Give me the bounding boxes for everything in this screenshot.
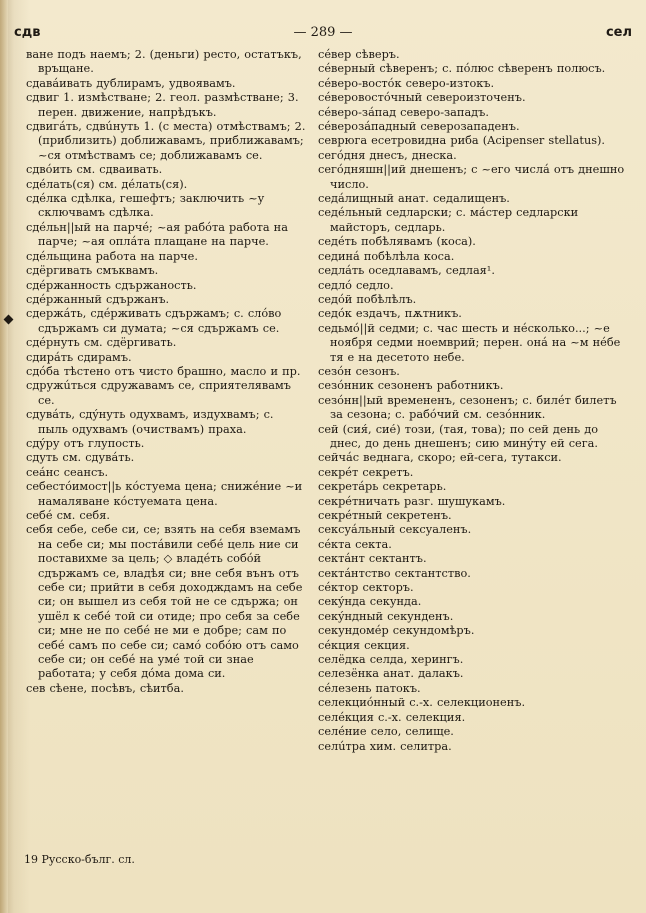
dictionary-entry: сдéльщина работа на парче. [26, 249, 198, 263]
dictionary-entry: седлó седло. [318, 278, 394, 292]
dictionary-entry: сегóдняшн||ий днешенъ; с ~его числá отъ днешно число. [318, 163, 625, 191]
page-footer: 19 Русско-бълг. сл. [24, 853, 135, 866]
dictionary-entry: сдвóить см. сдваивать. [26, 163, 163, 177]
dictionary-entry: седлáть оседлавамъ, седлая¹. [318, 264, 495, 278]
dictionary-entry: сéлезень патокъ. [318, 681, 421, 695]
dictionary-entry: сдéрнуть см. сдёргивать. [26, 336, 177, 350]
dictionary-entry: сезóнн||ый времененъ, сезоненъ; с. билéт билетъ за сезона; с. рабóчий см. сезóнник. [318, 393, 617, 422]
dictionary-entry: сдéлка сдѣлка, гешефтъ; заключить ~у сключвамъ сдѣлка. [26, 192, 265, 220]
dictionary-entry: секýндный секунденъ. [318, 609, 454, 623]
dictionary-entry: сей (сия́, сие́) този, (тая, това); по сей день до днес, до день днешенъ; сию минýту ей сега. [318, 422, 599, 450]
dictionary-entry: сейчáс веднага, скоро; ей-сега, тутакси. [318, 451, 562, 465]
dictionary-entry: ване подъ наемъ; 2. (деньги) ресто, остатъкъ, връщане. [26, 48, 302, 76]
dictionary-entry: сдуть см. сдувáть. [26, 451, 135, 465]
dictionary-entry: сектáнтство сектантство. [318, 566, 471, 580]
page-number: — 289 — [293, 25, 353, 40]
dictionary-entry: селезёнка анат. далакъ. [318, 667, 464, 681]
dictionary-entry: себестóимост||ь кóстуема цена; снижéние ~и намаляване кóстуемата цена. [26, 480, 303, 508]
dictionary-entry: сéверозáпадный северозападенъ. [318, 120, 520, 134]
dictionary-entry: сектáнт сектантъ. [318, 552, 427, 566]
dictionary-entry: сéверо-востóк северо-изтокъ. [318, 76, 495, 90]
dictionary-entry: сдавáивать дублирамъ, удвоявамъ. [26, 76, 236, 90]
dictionary-entry: севрюга есетровидна риба (Acipenser stellatus). [318, 134, 606, 148]
dictionary-entry: седáлищный анат. седалищенъ. [318, 192, 510, 206]
dictionary-entry: сéверный сѣверенъ; с. пóлюс сѣверенъ полюсъ. [318, 62, 606, 76]
dictionary-entry: седéть побѣлявамъ (коса). [318, 235, 476, 249]
dictionary-entry: себя себе, себе си, се; взять на себя вземамъ на себе си; мы постáвили себé цель ние си поставихме за цель; ◇ владéть собóй сдържамъ се, владѣя си; вне себя вънъ отъ себе си; прийти в себя доходждамъ на себе си; он вышел из себя той не се сдържа; он ушёл к себé той си отиде; про себя за себе си; мне не по себé не ми е добре; сам по себé самъ по себе си; самó собóю отъ само себе си; он себé на умé той си знае работата; у себя дóма дома си. [26, 523, 303, 681]
dictionary-entry: сегóдня днесъ, днеска. [318, 148, 457, 162]
dictionary-entry: сев сѣене, посѣвъ, сѣитба. [26, 681, 184, 695]
header-left-guide-word: сдв [14, 25, 41, 40]
dictionary-entry: сéверовостóчный североизточенъ. [318, 91, 526, 105]
dictionary-entry: сексуáльный сексуаленъ. [318, 523, 472, 537]
dictionary-entry: сезóнник сезоненъ работникъ. [318, 379, 504, 393]
binding-shadow [0, 0, 8, 913]
dictionary-entry: секýнда секунда. [318, 595, 422, 609]
dictionary-entry: секрéт секретъ. [318, 465, 414, 479]
dictionary-entry: сеáнс сеансъ. [26, 465, 109, 479]
dictionary-entry: сéверо-зáпад северо-западъ. [318, 105, 489, 119]
dictionary-entry: сдéльн||ый на парчé; ~ая рабóта работа на парче; ~ая оплáта плащане на парче. [26, 220, 288, 249]
dictionary-entry: сезóн сезонъ. [318, 364, 400, 378]
dictionary-entry: селёдка селда, херингъ. [318, 653, 464, 667]
dictionary-entry: сдвигáть, сдвúнуть 1. (с места) отмѣствамъ; 2. (приблизить) доближавамъ, приближавамъ; ~ся отмѣствамъ се; доближавамъ се. [26, 120, 306, 162]
dictionary-entry: сéктор секторъ. [318, 581, 414, 595]
dictionary-entry: сдéржанный сдържанъ. [26, 292, 170, 306]
dictionary-entry: селúтра хим. селитра. [318, 739, 452, 753]
page-header [14, 25, 632, 45]
dictionary-entry: сдóба тѣстено отъ чисто брашно, масло и пр. [26, 364, 301, 378]
dictionary-entry: селéние село, селище. [318, 725, 454, 739]
dictionary-entry: седóк ездачъ, пѫтникъ. [318, 307, 462, 321]
dictionary-entry: седéльный седларски; с. мáстер седларски майсторъ, седларь. [318, 206, 579, 234]
dictionary-entry: секрéтничать разг. шушукамъ. [318, 494, 506, 508]
dictionary-entry: сéкция секция. [318, 638, 410, 652]
dictionary-entry: секретáрь секретарь. [318, 480, 447, 494]
dictionary-entry: сдружúться сдружавамъ се, сприятелявамъ се. [26, 379, 291, 407]
dictionary-entry: секундомéр секундомѣръ. [318, 624, 475, 638]
dictionary-entry: сдýру отъ глупость. [26, 436, 145, 450]
dictionary-entry: секрéтный секретенъ. [318, 509, 452, 522]
dictionary-entry: сдувáть, сдýнуть одухвамъ, издухвамъ; с. пыль одухвамъ (очиствамъ) праха. [26, 408, 274, 436]
dictionary-entry: селекциóнный с.-х. селекционенъ. [318, 696, 526, 710]
dictionary-entry: сединá побѣлѣла коса. [318, 249, 455, 263]
right-column [318, 48, 630, 754]
dictionary-entry: сдёргивать смъквамъ. [26, 264, 159, 278]
dictionary-entry: седóй побѣлѣлъ. [318, 292, 417, 306]
left-column [26, 48, 306, 696]
dictionary-entry: сдéржанность сдържаность. [26, 278, 197, 292]
header-right-guide-word: сел [605, 25, 632, 40]
dictionary-entry: седьмó||й седми; с. час шесть и нéсколько...; ~е ноября седми ноемврий; перен. онá на ~м нéбе тя е на десетото небе. [318, 321, 621, 364]
dictionary-entry: себé см. себя. [26, 509, 110, 522]
dictionary-entry: сдéлать(ся) см. дéлать(ся). [26, 177, 188, 191]
dictionary-entry: селéкция с.-х. селекция. [318, 710, 466, 724]
dictionary-entry: сдвиг 1. измѣстване; 2. геол. размѣстване; 3. перен. движение, напрѣдъкъ. [26, 91, 299, 119]
dictionary-entry: сдирáть сдирамъ. [26, 350, 132, 364]
dictionary-entry: сéкта секта. [318, 537, 392, 551]
dictionary-entry: сéвер сѣверъ. [318, 48, 400, 61]
dictionary-entry: сдержáть, сдéрживать сдържамъ; с. слóво сдържамъ си думата; ~ся сдържамъ се. [26, 307, 282, 335]
